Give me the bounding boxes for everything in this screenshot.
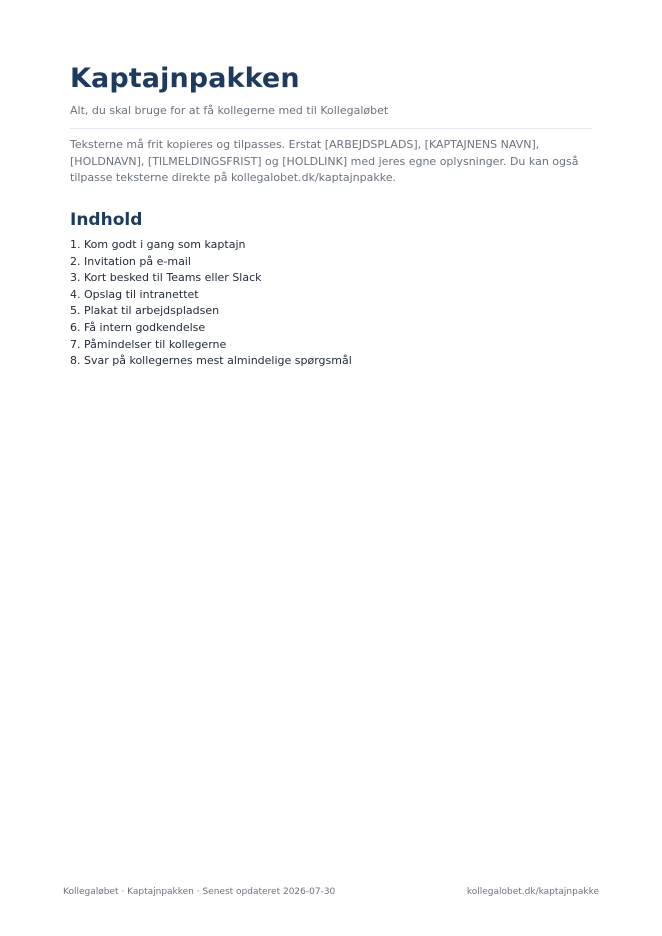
toc-list — [70, 237, 352, 370]
toc-item: 6. Få intern godkendelse — [70, 320, 206, 334]
footer-info: Kollegaløbet · Kaptajnpakken · Senest opdateret 2026-07-30 — [63, 887, 336, 897]
toc-item: 8. Svar på kollegernes mest almindelige spørgsmål — [70, 354, 352, 368]
toc-item: 7. Påmindelser til kollegerne — [70, 337, 227, 351]
footer-url: kollegalobet.dk/kaptajnpakke — [466, 887, 599, 897]
toc-heading: Indhold — [70, 210, 143, 230]
intro-paragraph: Teksterne må frit kopieres og tilpasses. Erstat [ARBEJDSPLADS], [KAPTAJNENS NAVN], [HOLDNAVN], [TILMELDINGSFRIST] og [HOLDLINK] med jeres egne oplysninger. Du kan også tilpasse teksterne direkte på kollegalobet.dk/kaptajnpakke. — [70, 138, 579, 184]
toc-item: 3. Kort besked til Teams eller Slack — [70, 271, 262, 285]
toc-item: 5. Plakat til arbejdspladsen — [70, 304, 220, 318]
page-subtitle: Alt, du skal bruge for at få kollegerne med til Kollegaløbet — [70, 104, 389, 117]
page-title: Kaptajnpakken — [70, 63, 300, 94]
toc-item: 2. Invitation på e-mail — [70, 254, 191, 268]
header-divider — [70, 128, 592, 129]
toc-item: 1. Kom godt i gang som kaptajn — [70, 238, 246, 251]
toc-item: 4. Opslag til intranettet — [70, 287, 199, 301]
